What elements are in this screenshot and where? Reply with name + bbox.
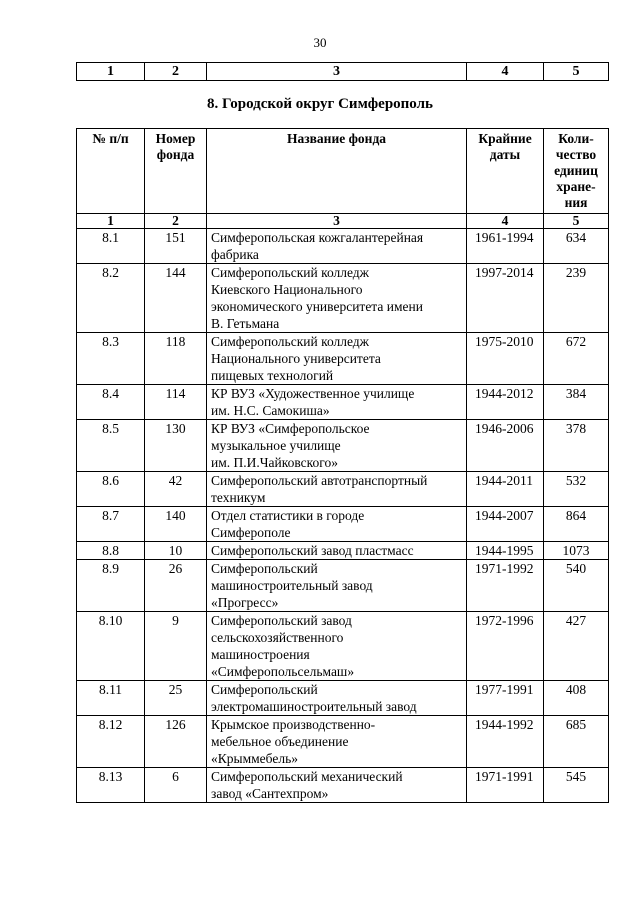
column-number-cell: 1 (77, 214, 145, 229)
fund-number-cell: 151 (145, 229, 207, 264)
row-number-cell: 8.5 (77, 420, 145, 472)
row-number-cell: 8.13 (77, 768, 145, 803)
row-number-cell: 8.3 (77, 333, 145, 385)
header-cell-dates (467, 129, 544, 214)
fund-name-line: электромашиностроительный завод (211, 699, 417, 714)
fund-name-line: Симферополе (211, 525, 291, 540)
fund-number-cell: 26 (145, 560, 207, 612)
fund-name-cell (207, 507, 467, 542)
storage-units-cell: 1073 (544, 542, 609, 560)
header-line: Крайние (478, 131, 532, 146)
fund-number-cell: 140 (145, 507, 207, 542)
fund-name-line: Отдел статистики в городе (211, 508, 365, 523)
storage-units-cell: 545 (544, 768, 609, 803)
fund-number-cell: 6 (145, 768, 207, 803)
storage-units-cell: 239 (544, 264, 609, 333)
table-row (77, 560, 609, 612)
table-row (77, 420, 609, 472)
date-range-cell: 1944-2012 (467, 385, 544, 420)
fund-name-line: Киевского Национального (211, 282, 363, 297)
fund-name-line: В. Гетьмана (211, 316, 280, 331)
row-number-cell: 8.1 (77, 229, 145, 264)
date-range-cell: 1977-1991 (467, 681, 544, 716)
date-range-cell: 1997-2014 (467, 264, 544, 333)
fund-number-cell: 126 (145, 716, 207, 768)
storage-units-cell: 532 (544, 472, 609, 507)
fund-name-cell (207, 681, 467, 716)
column-number-strip (76, 62, 609, 81)
header-line: чество (555, 147, 597, 162)
storage-units-cell: 384 (544, 385, 609, 420)
fund-number-cell: 10 (145, 542, 207, 560)
table-row (77, 612, 609, 681)
header-line: даты (489, 147, 521, 162)
column-number-row (77, 63, 609, 81)
fund-name-line: Симферопольский завод пластмасс (211, 543, 414, 558)
fund-name-line: экономического университета имени (211, 299, 423, 314)
fund-name-line: «Симферопольсельмаш» (211, 664, 355, 679)
row-number-cell: 8.10 (77, 612, 145, 681)
row-number-cell: 8.2 (77, 264, 145, 333)
storage-units-cell: 540 (544, 560, 609, 612)
header-line: единиц (554, 163, 598, 178)
date-range-cell: 1972-1996 (467, 612, 544, 681)
table-row (77, 507, 609, 542)
header-line: хране- (556, 179, 596, 194)
fund-name-line: «Прогресс» (211, 595, 279, 610)
fund-number-cell: 25 (145, 681, 207, 716)
table-row (77, 768, 609, 803)
column-number-cell: 1 (77, 63, 145, 81)
fund-name-line: им. П.И.Чайковского» (211, 455, 338, 470)
fund-name-line: пищевых технологий (211, 368, 334, 383)
fund-name-line: машиностроения (211, 647, 310, 662)
funds-table (76, 128, 609, 803)
date-range-cell: 1975-2010 (467, 333, 544, 385)
header-cell-name (207, 129, 467, 214)
column-number-cell: 4 (467, 63, 544, 81)
fund-name-line: КР ВУЗ «Художественное училище (211, 386, 415, 401)
storage-units-cell: 685 (544, 716, 609, 768)
date-range-cell: 1971-1991 (467, 768, 544, 803)
column-number-cell: 5 (544, 214, 609, 229)
fund-name-cell (207, 333, 467, 385)
fund-name-line: мебельное объединение (211, 734, 349, 749)
fund-number-cell: 130 (145, 420, 207, 472)
fund-name-line: Симферопольский автотранспортный (211, 473, 428, 488)
fund-name-line: Симферопольский (211, 561, 318, 576)
section-title: 8. Городской округ Симферополь (207, 96, 433, 112)
fund-name-line: «Крыммебель» (211, 751, 298, 766)
storage-units-cell: 427 (544, 612, 609, 681)
row-number-cell: 8.11 (77, 681, 145, 716)
storage-units-cell: 634 (544, 229, 609, 264)
column-number-cell: 3 (207, 214, 467, 229)
fund-number-cell: 118 (145, 333, 207, 385)
fund-name-cell (207, 612, 467, 681)
table-row (77, 716, 609, 768)
fund-name-cell (207, 264, 467, 333)
storage-units-cell: 378 (544, 420, 609, 472)
table-header-row (77, 129, 609, 214)
date-range-cell: 1944-2011 (467, 472, 544, 507)
header-cell-fund (145, 129, 207, 214)
fund-name-cell (207, 542, 467, 560)
table-row (77, 542, 609, 560)
header-line: Название фонда (286, 131, 387, 146)
fund-name-line: завод «Сантехпром» (211, 786, 329, 801)
header-cell-number (77, 129, 145, 214)
fund-name-line: Симферопольская кожгалантерейная (211, 230, 424, 245)
date-range-cell: 1944-1992 (467, 716, 544, 768)
fund-name-cell (207, 560, 467, 612)
fund-name-line: Симферопольский колледж (211, 265, 370, 280)
fund-name-line: техникум (211, 490, 266, 505)
fund-name-cell (207, 768, 467, 803)
fund-name-line: Симферопольский колледж (211, 334, 370, 349)
date-range-cell: 1944-2007 (467, 507, 544, 542)
header-line: фонда (156, 147, 195, 162)
header-line: Номер (155, 131, 196, 146)
fund-name-line: КР ВУЗ «Симферопольское (211, 421, 370, 436)
column-number-cell: 3 (207, 63, 467, 81)
table-row (77, 333, 609, 385)
date-range-cell: 1946-2006 (467, 420, 544, 472)
column-number-row (77, 214, 609, 229)
table-row (77, 229, 609, 264)
fund-name-cell (207, 385, 467, 420)
date-range-cell: 1971-1992 (467, 560, 544, 612)
table-body (77, 229, 609, 803)
fund-number-cell: 42 (145, 472, 207, 507)
storage-units-cell: 672 (544, 333, 609, 385)
fund-name-line: им. Н.С. Самокиша» (211, 403, 330, 418)
header-line: Коли- (558, 131, 594, 146)
fund-name-line: Симферопольский механический (211, 769, 403, 784)
storage-units-cell: 408 (544, 681, 609, 716)
fund-name-cell (207, 472, 467, 507)
fund-name-line: Симферопольский (211, 682, 318, 697)
header-line: ния (564, 195, 588, 210)
fund-number-cell: 144 (145, 264, 207, 333)
header-line: № п/п (92, 131, 129, 146)
header-cell-units (544, 129, 609, 214)
fund-name-cell (207, 716, 467, 768)
fund-name-line: фабрика (211, 247, 259, 262)
row-number-cell: 8.7 (77, 507, 145, 542)
fund-name-cell (207, 229, 467, 264)
date-range-cell: 1961-1994 (467, 229, 544, 264)
fund-number-cell: 114 (145, 385, 207, 420)
row-number-cell: 8.6 (77, 472, 145, 507)
row-number-cell: 8.4 (77, 385, 145, 420)
column-number-cell: 4 (467, 214, 544, 229)
fund-name-line: Национального университета (211, 351, 381, 366)
table-row (77, 472, 609, 507)
row-number-cell: 8.9 (77, 560, 145, 612)
fund-name-line: машиностроительный завод (211, 578, 373, 593)
row-number-cell: 8.8 (77, 542, 145, 560)
fund-name-line: Симферопольский завод (211, 613, 352, 628)
page-number: 30 (313, 35, 327, 50)
column-number-cell: 2 (145, 214, 207, 229)
fund-name-line: Крымское производственно- (211, 717, 376, 732)
row-number-cell: 8.12 (77, 716, 145, 768)
storage-units-cell: 864 (544, 507, 609, 542)
column-number-cell: 2 (145, 63, 207, 81)
table-row (77, 681, 609, 716)
column-number-cell: 5 (544, 63, 609, 81)
table-row (77, 385, 609, 420)
fund-name-line: сельскохозяйственного (211, 630, 344, 645)
date-range-cell: 1944-1995 (467, 542, 544, 560)
fund-name-line: музыкальное училище (211, 438, 341, 453)
table-row (77, 264, 609, 333)
fund-number-cell: 9 (145, 612, 207, 681)
fund-name-cell (207, 420, 467, 472)
